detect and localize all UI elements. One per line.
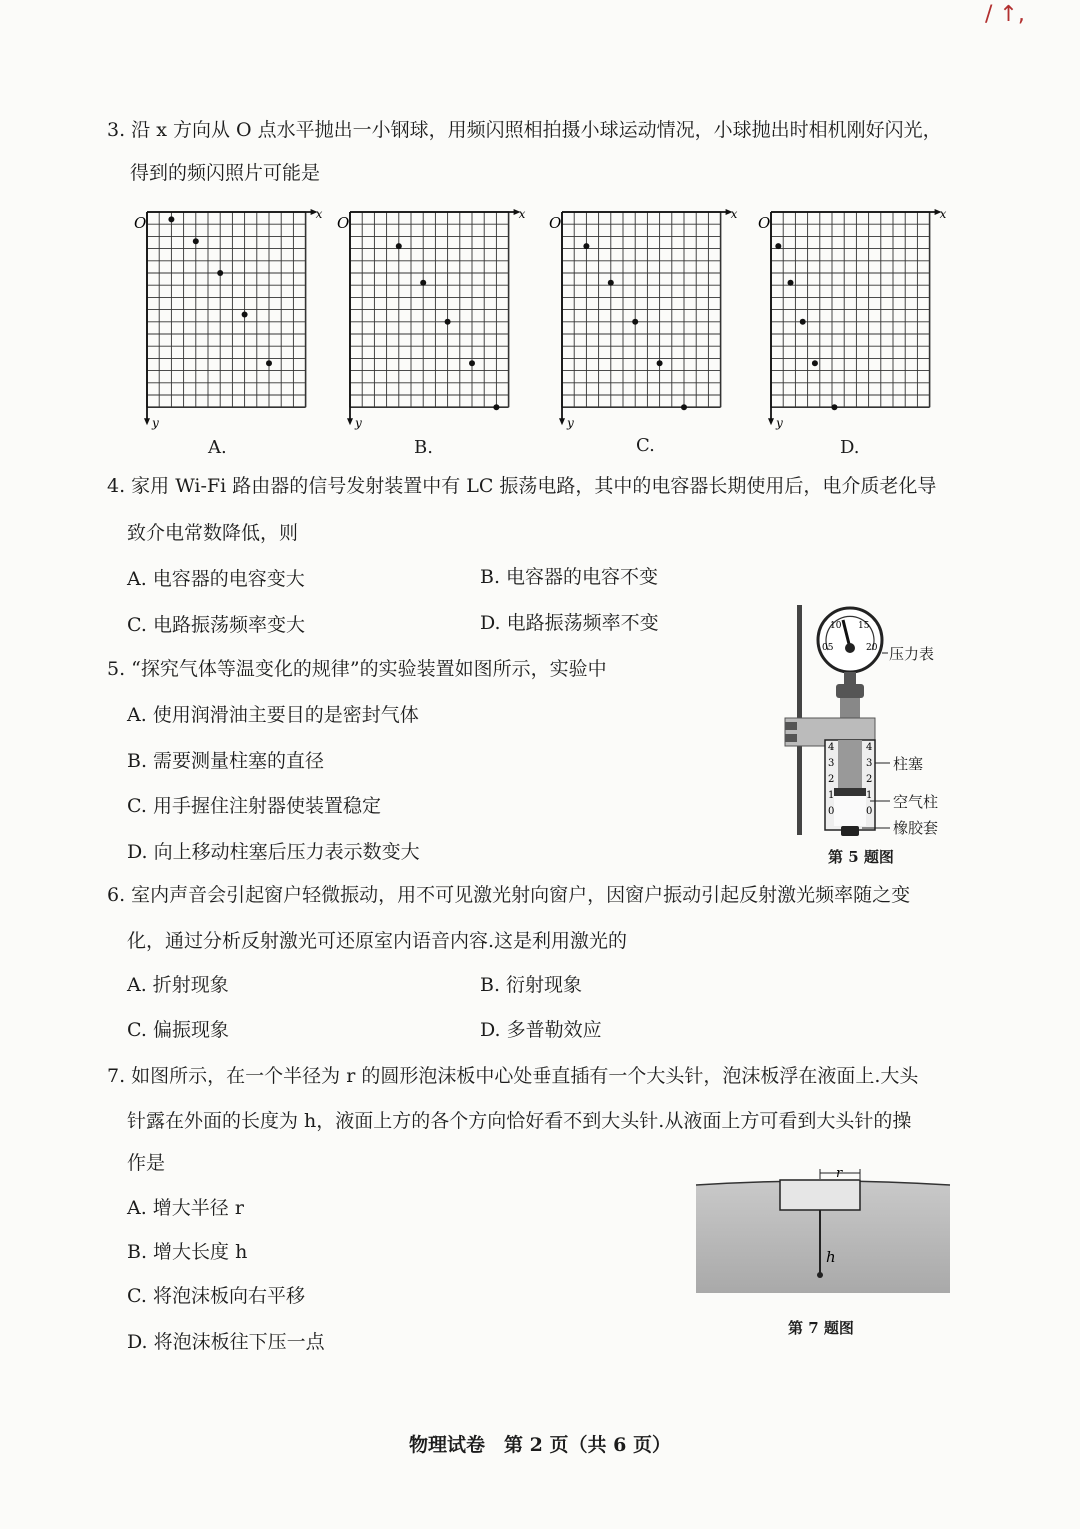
q3-dot-c-2 [608,280,614,286]
q3-dot-a-1 [168,216,174,222]
q3-dot-d-4 [812,360,818,366]
q3-line1: 3. 沿 x 方向从 O 点水平抛出一小钢球，用频闪照相拍摄小球运动情况，小球抛出时相机刚好闪光， [107,119,942,141]
origin-label-c: O [549,214,562,232]
q7-option-d: D. 将泡沫板往下压一点 [127,1331,325,1353]
q3-option-d-label: D. [840,437,860,458]
r-label: r [836,1166,843,1181]
gauge-tick-20: 20 [866,643,878,653]
q5-option-b: B. 需要测量柱塞的直径 [127,750,325,772]
scale-right-1: 1 [866,790,873,801]
x-axis-label-a: x [315,207,323,221]
q3-option-a-label: A. [208,437,227,458]
scale-left-4: 4 [828,742,835,753]
x-axis-label-c: x [730,207,738,221]
origin-label-a: O [134,214,147,232]
scale-right-4: 4 [866,742,873,753]
q4-option-c: C. 电路振荡频率变大 [127,614,305,636]
scale-left-1: 1 [828,790,835,801]
pin-head [817,1272,823,1278]
q6-option-a: A. 折射现象 [127,974,229,996]
gauge-tick-15: 15 [858,621,870,631]
scale-right-3: 3 [866,758,873,769]
x-axis-label-d: x [939,207,947,221]
plunger-head [834,788,866,796]
q4-line2: 致介电常数降低，则 [127,522,299,544]
air-column-label: 空气柱 [893,793,939,811]
y-axis-label-b: y [355,416,362,431]
scale-left-3: 3 [828,758,835,769]
q7-line3: 作是 [127,1152,166,1174]
q3-dot-a-4 [242,311,248,317]
gauge-tick-05: 05 [822,643,834,653]
origin-label-d: O [758,214,771,232]
q4-option-d: D. 电路振荡频率不变 [480,612,659,634]
q3-dot-a-3 [217,270,223,276]
q4-option-a: A. 电容器的电容变大 [127,568,305,590]
q3-dot-b-1 [396,243,402,249]
rubber-cap-label: 橡胶套 [893,819,939,837]
q5-option-c: C. 用手握住注射器使装置稳定 [127,795,381,817]
q3-dot-c-4 [657,360,663,366]
scale-left-2: 2 [828,774,835,785]
corner-handwritten-mark: / ↑, [985,2,1025,27]
q3-dot-d-2 [788,280,794,286]
q3-dot-d-5 [831,404,837,410]
scale-left-0: 0 [828,806,835,817]
plunger-label: 柱塞 [893,755,924,773]
q3-dot-c-1 [583,243,589,249]
q7-option-a: A. 增大半径 r [127,1197,244,1219]
q5-option-d: D. 向上移动柱塞后压力表示数变大 [127,841,420,863]
air-column [834,796,866,826]
origin-label-b: O [337,214,350,232]
scale-right-2: 2 [866,774,873,785]
q3-dot-d-1 [775,243,781,249]
q7-figure-caption: 第 7 题图 [788,1319,854,1337]
q3-grid-b [337,207,526,430]
q3-option-b-label: B. [414,437,433,458]
q6-option-d: D. 多普勒效应 [480,1019,602,1041]
q3-dot-a-2 [193,238,199,244]
foam-board [780,1180,860,1210]
gauge-tick-10: 10 [830,621,842,631]
q7-foam-board-figure [694,1165,954,1305]
q3-grid-d [758,207,947,430]
q6-option-b: B. 衍射现象 [480,974,583,996]
q7-line2: 针露在外面的长度为 h，液面上方的各个方向恰好看不到大头针.从液面上方可看到大头针的操 [127,1110,912,1132]
q3-dot-a-5 [266,360,272,366]
q3-dot-c-5 [681,404,687,410]
scale-right-0: 0 [866,806,873,817]
q3-dot-b-3 [445,319,451,325]
rubber-cap [841,826,859,836]
q7-option-b: B. 增大长度 h [127,1241,248,1263]
q3-dot-c-3 [632,319,638,325]
q5-line1: 5. “探究气体等温变化的规律”的实验装置如图所示，实验中 [107,658,607,680]
y-axis-label-d: y [776,416,783,431]
q6-line2: 化，通过分析反射激光可还原室内语音内容.这是利用激光的 [127,930,628,952]
q6-line1: 6. 室内声音会引起窗户轻微振动，用不可见激光射向窗户，因窗户振动引起反射激光频率随之变 [107,884,911,906]
q5-figure-caption: 第 5 题图 [828,848,894,866]
q3-dot-b-4 [469,360,475,366]
q7-line1: 7. 如图所示，在一个半径为 r 的圆形泡沫板中心处垂直插有一个大头针，泡沫板浮在液面上.大头 [107,1065,919,1087]
q3-grid-c [549,207,738,430]
page-footer: 物理试卷 第 2 页（共 6 页） [409,1434,671,1456]
q7-option-c: C. 将泡沫板向右平移 [127,1285,305,1307]
q3-line2: 得到的频闪照片可能是 [130,162,321,184]
q5-option-a: A. 使用润滑油主要目的是密封气体 [127,704,419,726]
q6-option-c: C. 偏振现象 [127,1019,229,1041]
q4-line1: 4. 家用 Wi-Fi 路由器的信号发射装置中有 LC 振荡电路，其中的电容器长期使用后，电介质老化导 [107,475,937,497]
q3-grid-figures [0,200,1080,460]
q3-option-c-label: C. [636,435,655,456]
q5-apparatus-figure [770,600,970,860]
y-axis-label-a: y [152,416,159,431]
q3-grid-a [134,207,323,430]
x-axis-label-b: x [518,207,526,221]
q3-dot-b-2 [420,280,426,286]
q3-dot-b-5 [493,404,499,410]
gauge-label: 压力表 [889,645,935,663]
q3-dot-d-3 [800,319,806,325]
q4-option-b: B. 电容器的电容不变 [480,566,659,588]
y-axis-label-c: y [567,416,574,431]
h-label: h [826,1248,836,1266]
pressure-gauge [818,608,882,672]
